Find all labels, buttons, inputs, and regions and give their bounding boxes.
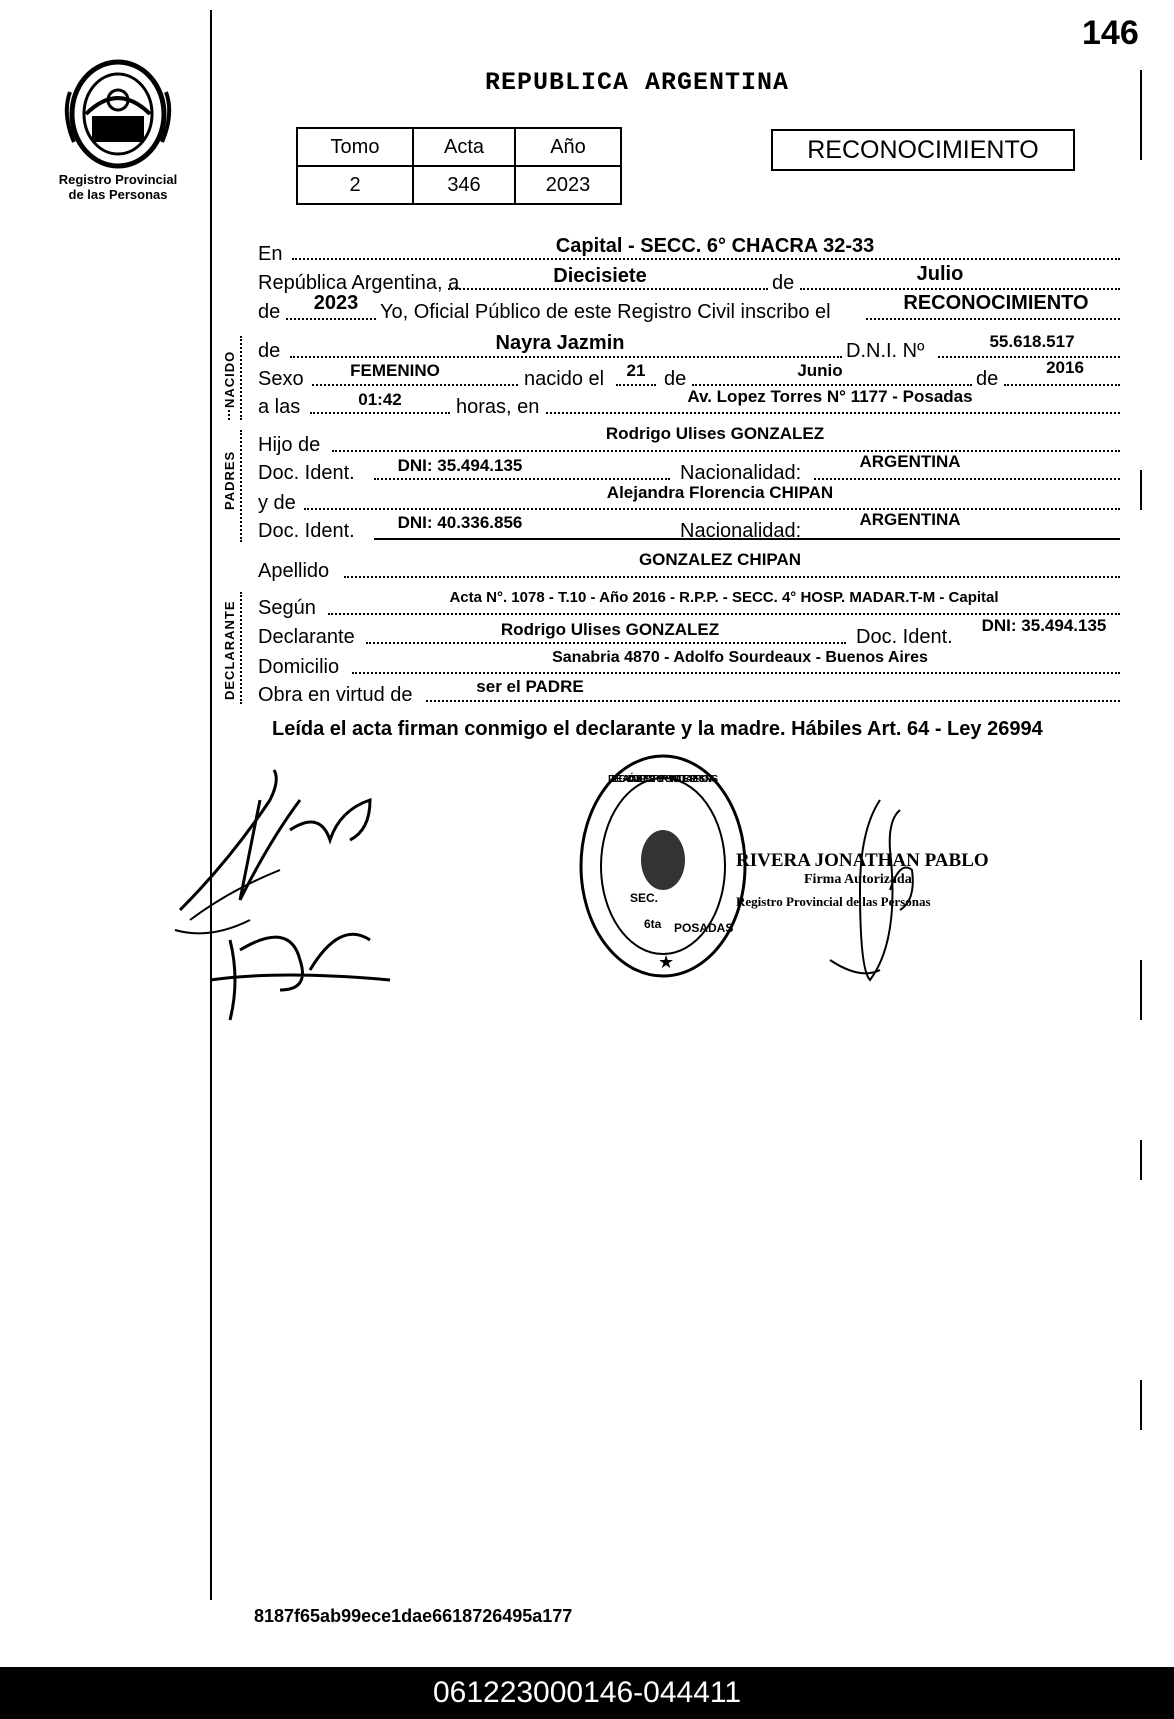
label-domicilio: Domicilio [258,656,340,678]
dotted-line [352,672,1120,674]
footer-code: 061223000146-044411 [0,1667,1174,1719]
page-number: 146 [1082,14,1139,52]
declarant-doc-value: DNI: 35.494.135 [981,616,1107,635]
dotted-line [692,384,972,386]
dotted-line [1004,384,1120,386]
stamp-ring: DELEGACIÓN DEL REGISTRO PROVINCIAL DE LAS PERSONAS [608,774,719,785]
star-icon: ★ [658,952,675,972]
label-de: de [664,368,687,390]
register-table [296,127,622,205]
act-type-box: RECONOCIMIENTO [771,129,1075,171]
label-doc-ident: Doc. Ident. [258,520,355,542]
official-name: RIVERA JONATHAN PABLO [736,850,989,871]
official-signature [820,790,930,990]
month-value: Julio [916,263,964,285]
father-doc-value: DNI: 35.494.135 [397,456,523,475]
right-margin-line [1140,1380,1142,1430]
shield-icon [641,830,685,890]
right-margin-line [1140,960,1142,1020]
label-hijo-de: Hijo de [258,434,321,456]
section-bar [240,336,242,420]
label-doc-ident: Doc. Ident. [856,626,953,648]
dotted-line [344,576,1120,578]
dotted-line [310,412,450,414]
label-segun: Según [258,597,316,619]
label-apellido: Apellido [258,560,330,582]
acta-value: 346 [413,166,515,204]
label-nacido-el: nacido el [524,368,605,390]
label-a-las: a las [258,396,301,418]
stamp-sec: SEC. [630,891,659,905]
mother-value: Alejandra Florencia CHIPAN [606,483,834,502]
day-value: Diecisiete [553,265,647,287]
label-de: de [976,368,999,390]
anio-header: Año [515,128,621,166]
label-de: de [772,272,795,294]
dotted-line [332,450,1120,452]
province-logo [62,52,174,170]
mother-nat-value: ARGENTINA [859,510,961,529]
label-de: de [258,340,281,362]
label-de: de [258,301,281,323]
dotted-line [328,613,1120,615]
place-value: Capital - SECC. 6° CHACRA 32-33 [555,235,875,257]
dotted-line [286,318,376,320]
coat-of-arms-icon [62,52,174,170]
section-marker [228,410,230,420]
anio-value: 2023 [515,166,621,204]
birth-month-value: Junio [797,361,843,380]
dotted-line [304,508,1120,510]
official-org: Registro Provincial de las Personas [736,894,931,909]
section-padres: PADRES [222,450,237,510]
name-value: Nayra Jazmin [495,332,625,354]
section-bar [240,430,242,542]
dotted-line [290,356,842,358]
official-role: Firma Autorizada [804,872,912,887]
stamp-num: 6ta [644,917,662,931]
dni-value: 55.618.517 [989,332,1075,351]
right-margin-line [1140,70,1142,160]
label-sexo: Sexo [258,368,304,390]
logo-caption: Registro Provincial de las Personas [58,172,178,202]
tomo-value: 2 [297,166,413,204]
label-republica: República Argentina, a [258,272,460,294]
dotted-line [800,288,1120,290]
stamp-city: POSADAS [674,921,734,935]
dotted-line [866,318,1120,320]
dotted-line [814,478,1120,480]
label-yo-oficial: Yo, Oficial Público de este Registro Civil inscribo el [380,301,831,323]
according-value: Acta N°. 1078 - T.10 - Año 2016 - R.P.P. - SECC. 4° HOSP. MADAR.T-M - Capital [449,589,999,606]
section-declarante: DECLARANTE [222,600,237,700]
dotted-line [616,384,656,386]
birth-time-value: 01:42 [358,390,402,409]
official-stamp [578,752,748,980]
sex-value: FEMENINO [350,361,440,380]
document-hash: 8187f65ab99ece1dae6618726495a177 [254,1606,573,1626]
address-value: Sanabria 4870 - Adolfo Sourdeaux - Buenos Aires [552,649,928,666]
label-y-de: y de [258,492,296,514]
father-value: Rodrigo Ulises GONZALEZ [605,424,825,443]
label-nacionalidad: Nacionalidad: [680,462,802,484]
label-obra: Obra en virtud de [258,684,413,706]
document-title: REPUBLICA ARGENTINA [485,68,790,97]
birth-place-value: Av. Lopez Torres N° 1177 - Posadas [687,387,973,406]
surname-value: GONZALEZ CHIPAN [638,550,802,569]
reading-statement: Leída el acta firman conmigo el declarante y la madre. Hábiles Art. 64 - Ley 26994 [272,718,1043,740]
right-margin-line [1140,470,1142,510]
act-value: RECONOCIMIENTO [903,292,1089,314]
tomo-header: Tomo [297,128,413,166]
declarant-value: Rodrigo Ulises GONZALEZ [500,620,720,639]
by-virtue-value: ser el PADRE [476,677,584,696]
label-declarante: Declarante [258,626,355,648]
dotted-line [426,700,1120,702]
label-en: En [258,243,283,265]
label-doc-ident: Doc. Ident. [258,462,355,484]
right-margin-line [1140,1140,1142,1180]
dotted-line [292,258,1120,260]
dotted-line [546,412,1120,414]
father-nat-value: ARGENTINA [859,452,961,471]
dotted-line [312,384,518,386]
birth-day-value: 21 [626,361,646,380]
label-dni: D.N.I. Nº [846,340,925,362]
birth-year-value: 2016 [1046,358,1084,377]
declarant-signature [170,740,400,1030]
acta-header: Acta [413,128,515,166]
section-nacido: NACIDO [222,350,237,408]
label-nacionalidad: Nacionalidad: [680,520,802,542]
dotted-line [448,288,768,290]
dotted-line [366,642,846,644]
mother-doc-value: DNI: 40.336.856 [397,513,523,532]
label-horas-en: horas, en [456,396,540,418]
year-value: 2023 [313,292,359,314]
section-bar [240,592,242,704]
dotted-line [374,478,670,480]
